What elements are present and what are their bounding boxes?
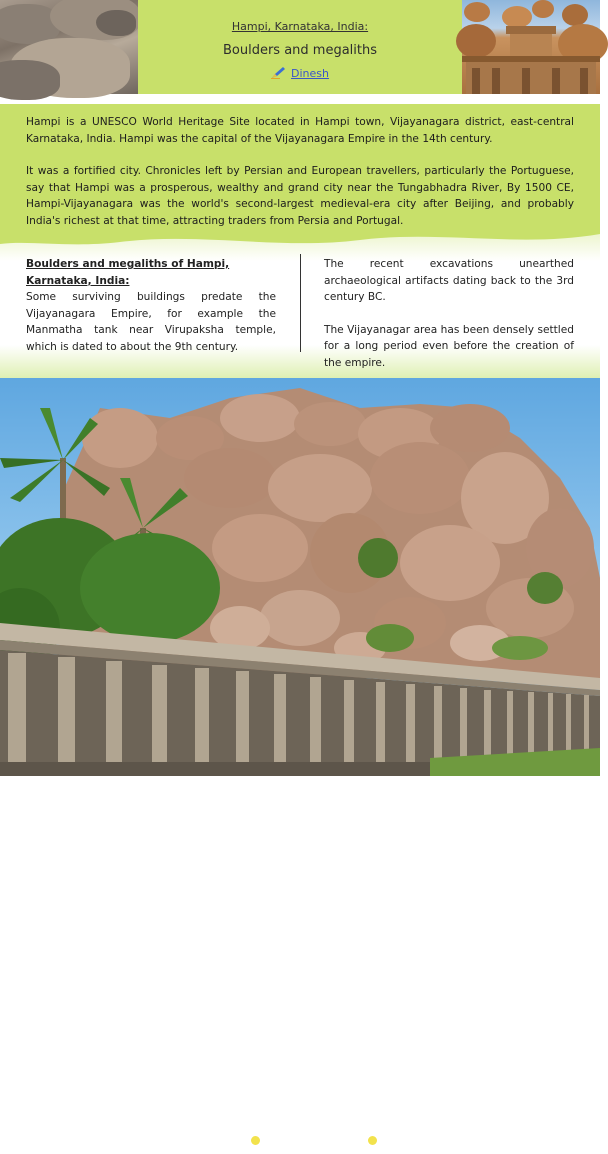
page-footer bbox=[0, 1136, 600, 1154]
pen-icon bbox=[271, 66, 287, 79]
author-byline bbox=[138, 66, 462, 80]
footer-magazine: A TO Z INDIA bbox=[167, 1136, 245, 1147]
rock-carving-photo bbox=[0, 0, 138, 94]
column-paragraph: The Vijayanagar area has been densely settled for a long period even before the creation of the empire. bbox=[324, 323, 574, 369]
header-title-block bbox=[138, 0, 462, 94]
column-text: Some surviving buildings predate the Vijayanagara Empire, for example the Manmatha tank near Virupaksha temple, which is dated to about the 9th century. bbox=[26, 291, 276, 353]
boulders-photo bbox=[0, 378, 600, 1147]
footer-page: PAGE 29 bbox=[383, 1136, 433, 1147]
intro-paragraph: It was a fortified city. Chronicles left by Persian and European travellers, particularly the Portuguese, say that Hampi was a prosperous, wealthy and grand city near the Tungabhadra River, By 1500 CE, Hampi-Vijayanagara was the world's second-largest medieval-era city after Beijing, and probably India's richest at that time, attracting traders from Persia and Portugal. bbox=[26, 165, 574, 227]
intro-section bbox=[0, 104, 600, 228]
two-column-section bbox=[0, 228, 600, 378]
left-column bbox=[26, 256, 276, 356]
author-link[interactable]: Dinesh bbox=[291, 67, 329, 80]
hampi-temple-photo bbox=[462, 0, 600, 94]
header-title: Boulders and megaliths bbox=[222, 43, 378, 58]
page-header bbox=[0, 0, 600, 94]
intro-paragraph: Hampi is a UNESCO World Heritage Site located in Hampi town, Vijayanagara district, east-central Karnataka, India. Hampi was the capital of the Vijayanagara Empire in the 14th century. bbox=[26, 116, 574, 145]
right-column bbox=[324, 256, 574, 372]
column-subtitle: Boulders and megaliths of Hampi, Karnataka, India: bbox=[26, 258, 230, 287]
footer-dot-icon bbox=[368, 1136, 377, 1145]
column-paragraph: The recent excavations unearthed archaeological artifacts dating back to the 3rd century BC. bbox=[324, 258, 574, 304]
footer-issue: FEBRUARY 2023 bbox=[266, 1136, 361, 1147]
footer-dot-icon bbox=[251, 1136, 260, 1145]
header-location: Hampi, Karnataka, India: bbox=[231, 20, 369, 33]
column-divider bbox=[300, 254, 301, 352]
